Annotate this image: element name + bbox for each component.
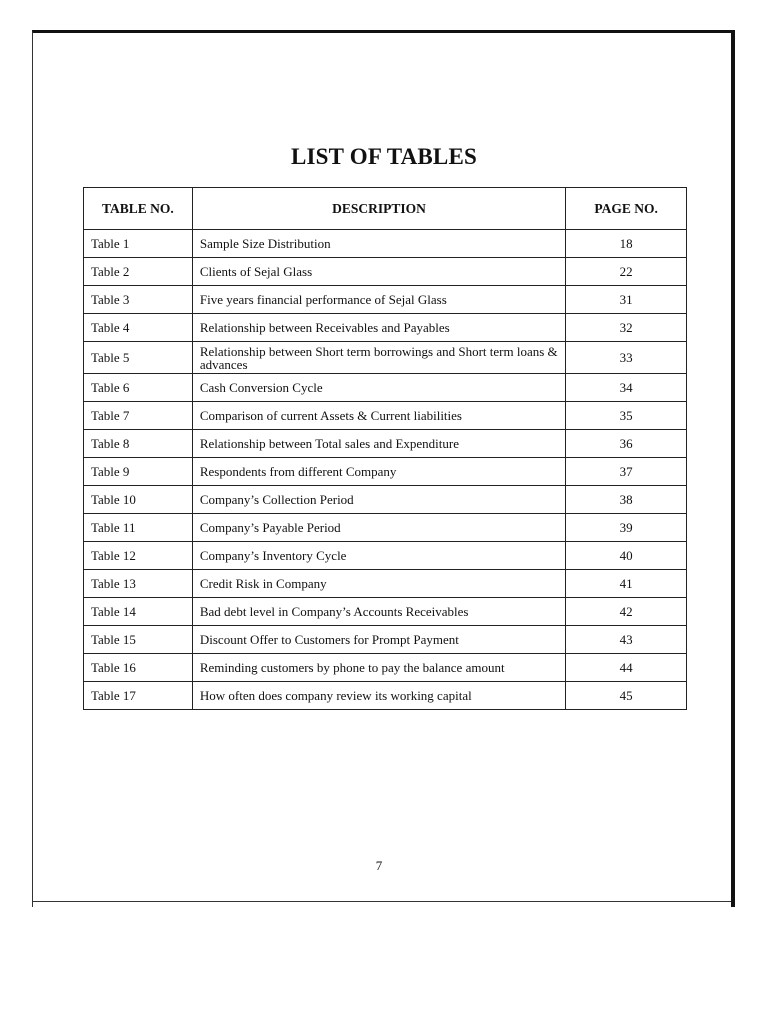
cell-description: Company’s Collection Period [192,486,565,514]
table-header-row [84,188,687,230]
cell-description: Relationship between Total sales and Expenditure [192,430,565,458]
table-row [84,430,687,458]
cell-table-no: Table 17 [84,682,193,710]
cell-table-no: Table 10 [84,486,193,514]
cell-page-no: 38 [566,486,687,514]
cell-table-no: Table 8 [84,430,193,458]
table-row [84,570,687,598]
table-body [84,230,687,710]
header-description: DESCRIPTION [192,188,565,230]
header-table-no: TABLE NO. [84,188,193,230]
cell-page-no: 44 [566,654,687,682]
cell-table-no: Table 4 [84,314,193,342]
cell-page-no: 22 [566,258,687,286]
table-row [84,314,687,342]
cell-page-no: 32 [566,314,687,342]
cell-table-no: Table 6 [84,374,193,402]
table-row [84,342,687,374]
table-row [84,654,687,682]
table-row [84,286,687,314]
header-page-no: PAGE NO. [566,188,687,230]
cell-table-no: Table 1 [84,230,193,258]
cell-table-no: Table 15 [84,626,193,654]
table-row [84,458,687,486]
table-row [84,486,687,514]
table-row [84,230,687,258]
cell-page-no: 18 [566,230,687,258]
page-title: LIST OF TABLES [290,144,478,169]
table-row [84,598,687,626]
cell-page-no: 40 [566,542,687,570]
cell-description: Comparison of current Assets & Current liabilities [192,402,565,430]
table-row [84,374,687,402]
cell-page-no: 43 [566,626,687,654]
cell-page-no: 37 [566,458,687,486]
cell-description: Relationship between Receivables and Payables [192,314,565,342]
cell-page-no: 35 [566,402,687,430]
cell-page-no: 33 [566,342,687,374]
table-row [84,514,687,542]
cell-description: Clients of Sejal Glass [192,258,565,286]
list-of-tables [83,187,687,710]
table-row [84,682,687,710]
cell-table-no: Table 9 [84,458,193,486]
page-number: 7 [375,858,383,873]
table-row [84,626,687,654]
cell-description: Cash Conversion Cycle [192,374,565,402]
table-row [84,402,687,430]
cell-table-no: Table 2 [84,258,193,286]
cell-table-no: Table 16 [84,654,193,682]
cell-description: Company’s Payable Period [192,514,565,542]
cell-page-no: 31 [566,286,687,314]
cell-description: Reminding customers by phone to pay the balance amount [192,654,565,682]
cell-page-no: 41 [566,570,687,598]
cell-description: Company’s Inventory Cycle [192,542,565,570]
cell-table-no: Table 7 [84,402,193,430]
table-row [84,542,687,570]
cell-table-no: Table 14 [84,598,193,626]
table-row [84,258,687,286]
cell-table-no: Table 13 [84,570,193,598]
cell-description: Five years financial performance of Sejal Glass [192,286,565,314]
cell-description: Credit Risk in Company [192,570,565,598]
cell-page-no: 36 [566,430,687,458]
cell-table-no: Table 5 [84,342,193,374]
cell-table-no: Table 3 [84,286,193,314]
cell-description: Relationship between Short term borrowings and Short term loans & advances [192,342,565,374]
cell-description: Bad debt level in Company’s Accounts Receivables [192,598,565,626]
cell-description: Respondents from different Company [192,458,565,486]
cell-description: Sample Size Distribution [192,230,565,258]
cell-description: Discount Offer to Customers for Prompt Payment [192,626,565,654]
cell-page-no: 34 [566,374,687,402]
cell-page-no: 42 [566,598,687,626]
cell-table-no: Table 12 [84,542,193,570]
cell-description: How often does company review its working capital [192,682,565,710]
cell-table-no: Table 11 [84,514,193,542]
cell-page-no: 39 [566,514,687,542]
cell-page-no: 45 [566,682,687,710]
